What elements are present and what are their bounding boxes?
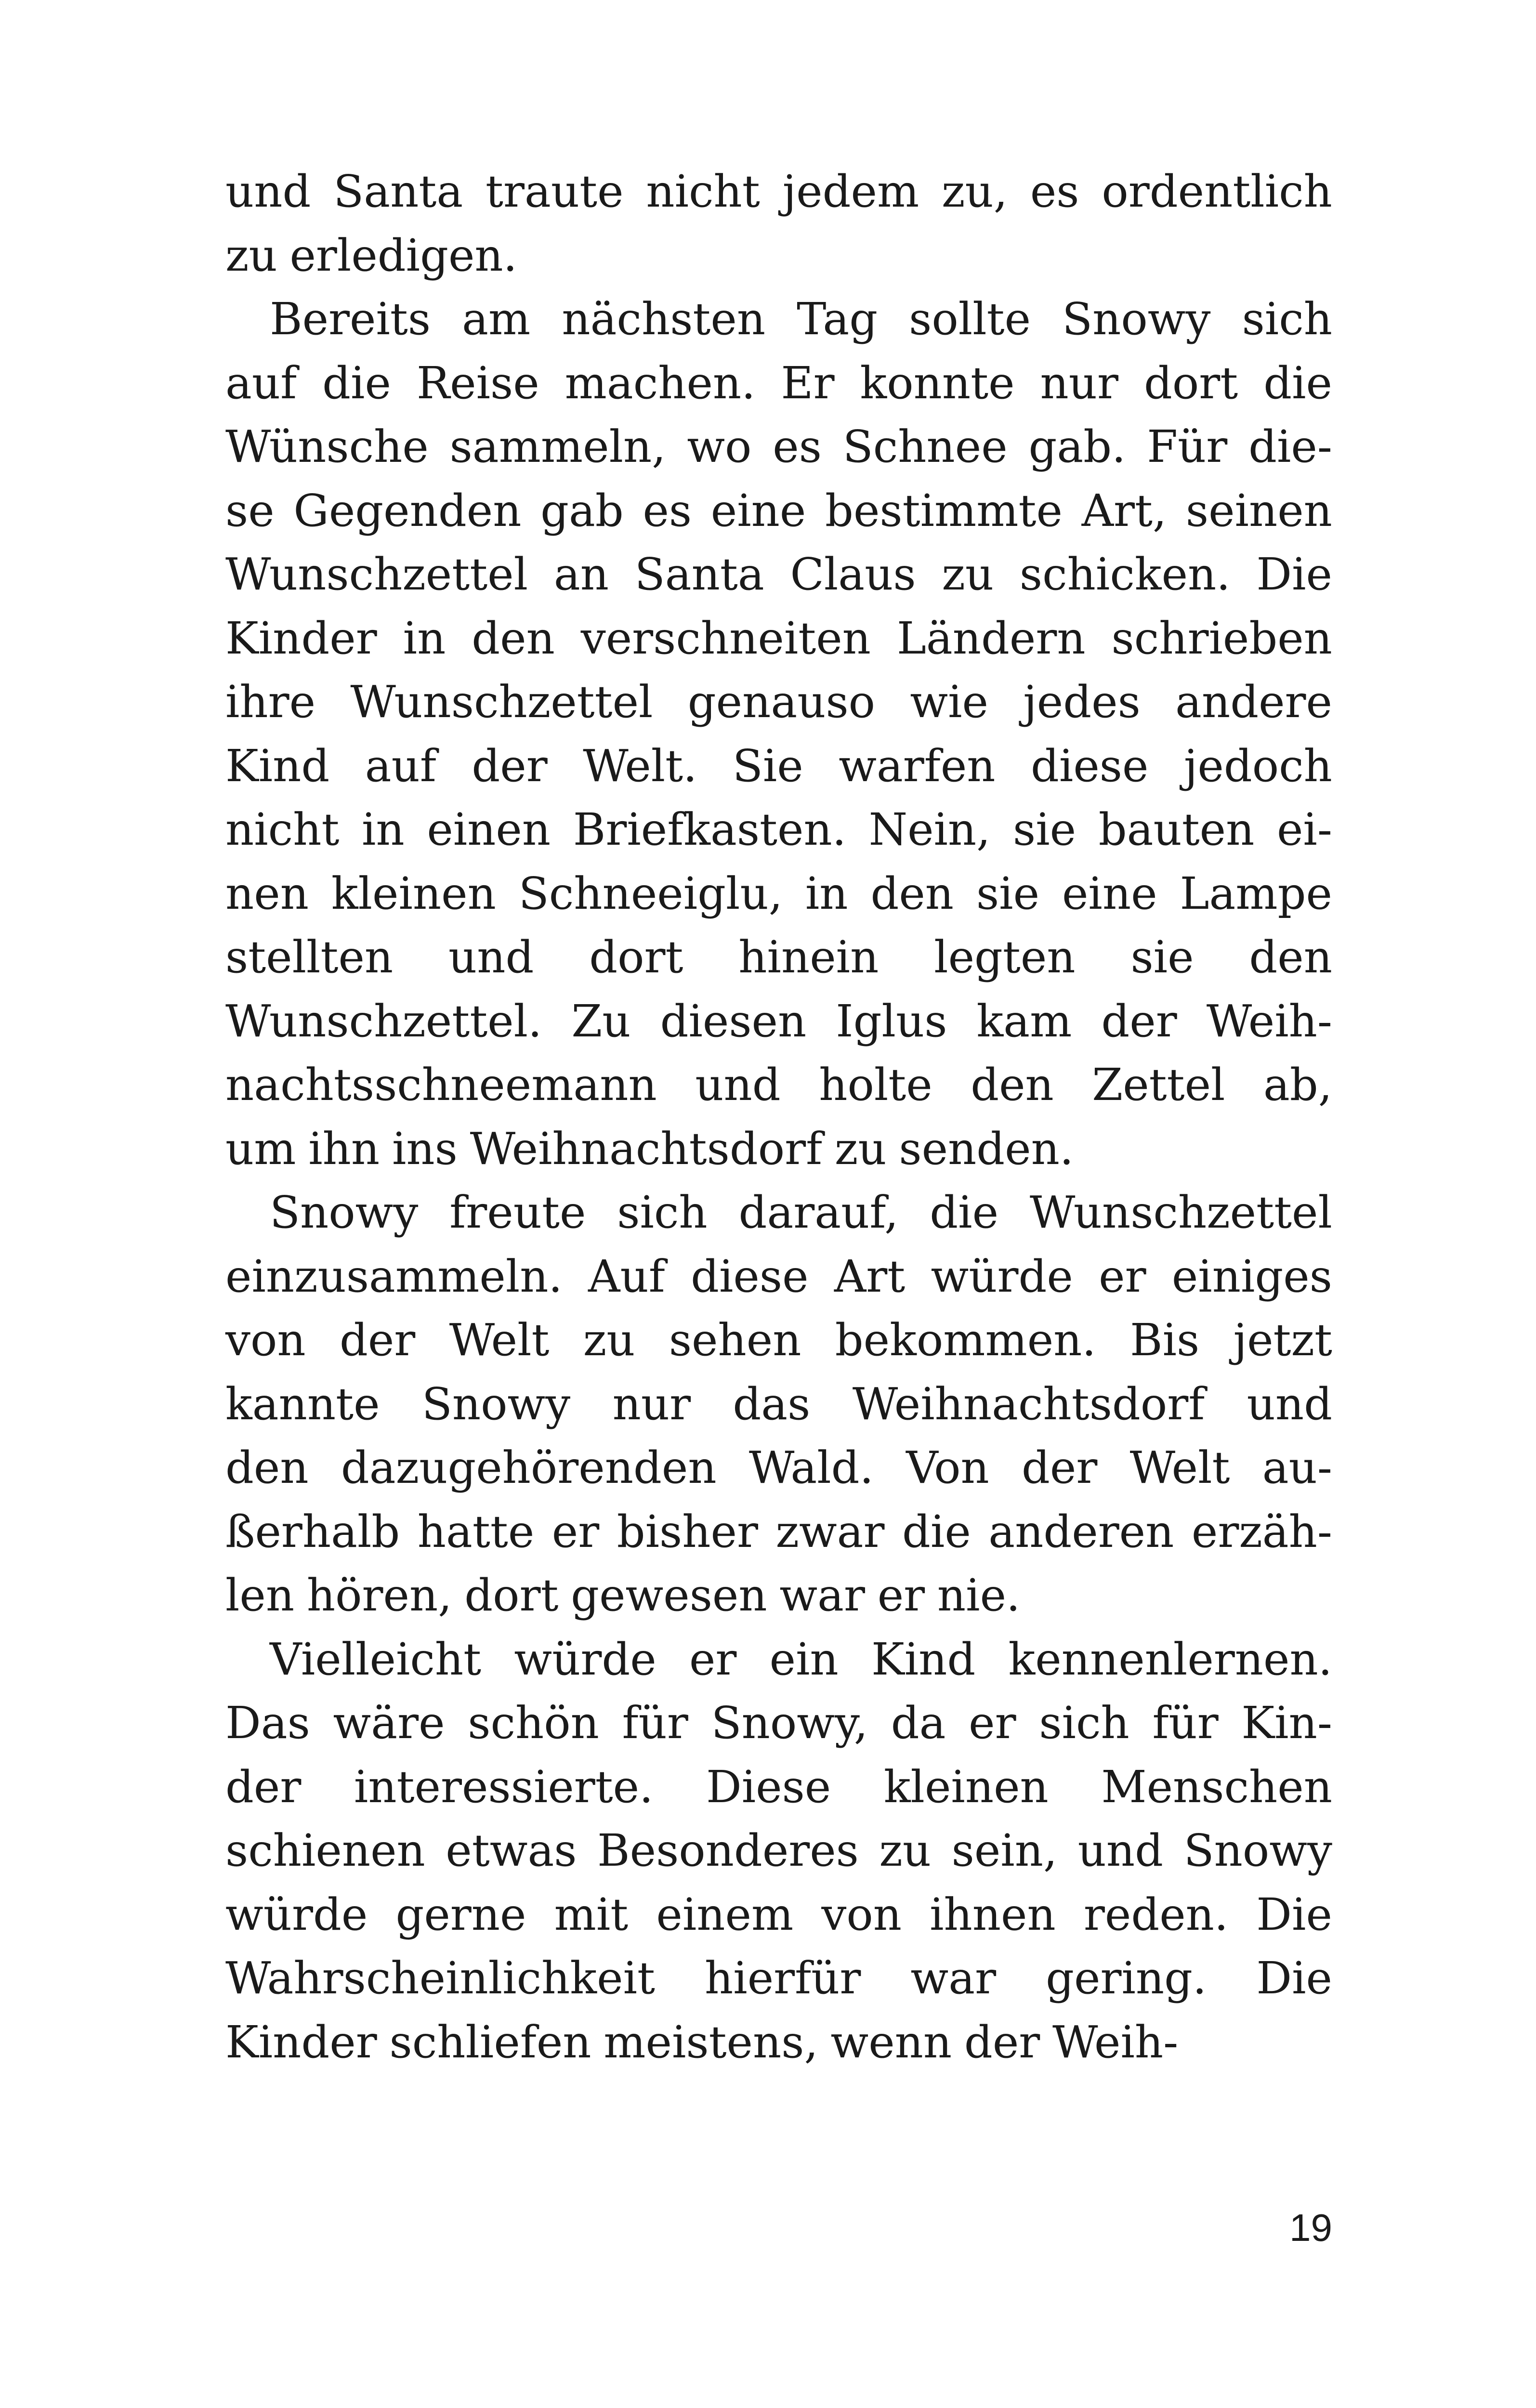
word: den <box>971 1059 1054 1111</box>
word: ihn <box>308 1123 380 1175</box>
word: Bereits <box>270 293 431 345</box>
word: ei- <box>1276 804 1332 855</box>
word: in <box>403 612 446 664</box>
word: Wahrscheinlichkeit <box>225 1952 655 2004</box>
text-line <box>225 415 1332 479</box>
word: Besonderes <box>597 1825 859 1876</box>
word: Bis <box>1129 1314 1200 1366</box>
word: erledigen. <box>289 229 517 281</box>
word: sie <box>1013 804 1077 855</box>
word: Kinder <box>225 612 377 664</box>
word: am <box>462 293 531 345</box>
page-number: 19 <box>1289 2206 1332 2249</box>
word: bekommen. <box>835 1314 1096 1366</box>
word: Claus <box>790 549 916 600</box>
word: gering. <box>1046 1952 1207 2004</box>
word: holte <box>819 1059 932 1111</box>
word: Iglus <box>836 995 947 1047</box>
word: Snowy <box>421 1378 571 1430</box>
body-text <box>225 160 1332 2074</box>
word: sammeln, <box>449 421 666 472</box>
word: hinein <box>738 931 879 983</box>
text-line <box>225 990 1332 1054</box>
word: schienen <box>225 1825 425 1876</box>
word: sie <box>976 867 1040 919</box>
word: dort <box>464 1570 559 1621</box>
text-line <box>225 1245 1332 1309</box>
word: wäre <box>333 1697 445 1749</box>
text-line <box>225 670 1332 734</box>
word: diese <box>691 1250 809 1302</box>
word: der <box>1022 1442 1098 1493</box>
word: diesen <box>660 995 807 1047</box>
word: genauso <box>687 676 876 728</box>
word: Menschen <box>1101 1761 1332 1813</box>
word: die <box>322 357 391 409</box>
word: in <box>362 804 405 855</box>
word: Nein, <box>868 804 991 855</box>
word: um <box>225 1123 296 1175</box>
word: Snowy <box>1183 1825 1332 1876</box>
word: einem <box>656 1888 794 1940</box>
word: zu, <box>942 166 1008 217</box>
word: interessierte. <box>354 1761 654 1813</box>
word: Für <box>1147 421 1228 472</box>
word: und <box>695 1059 781 1111</box>
word: darauf, <box>738 1187 899 1238</box>
word: der <box>339 1314 416 1366</box>
text-line <box>225 1500 1332 1564</box>
word: war <box>910 1952 997 2004</box>
word: jedoch <box>1183 740 1332 792</box>
text-line <box>225 1373 1332 1437</box>
word: se <box>225 484 275 537</box>
text-line <box>225 1436 1332 1500</box>
word: der <box>964 2016 1040 2068</box>
word: zwar <box>775 1505 885 1557</box>
word: gab <box>540 484 624 537</box>
word: nicht <box>646 166 760 217</box>
text-line <box>225 1181 1332 1245</box>
word: sein, <box>951 1825 1058 1876</box>
word: kennenlernen. <box>1008 1633 1332 1685</box>
text-line <box>225 479 1332 543</box>
word: Kind <box>871 1633 976 1685</box>
word: in <box>805 867 848 919</box>
text-line <box>225 1564 1332 1628</box>
word: sich <box>1039 1697 1129 1749</box>
word: an <box>553 549 609 600</box>
word: Auf <box>588 1250 665 1302</box>
word: bisher <box>617 1505 758 1557</box>
word: bestimmte <box>825 484 1063 537</box>
word: ßerhalb <box>225 1505 400 1557</box>
word: sehen <box>669 1314 801 1366</box>
word: wenn <box>830 2016 952 2068</box>
word: würde <box>931 1250 1073 1302</box>
word: jedes <box>1023 676 1141 728</box>
word: etwas <box>446 1825 577 1876</box>
word: jedem <box>782 166 919 217</box>
word: zu <box>942 549 994 600</box>
word: Gegenden <box>293 484 522 537</box>
word: Schneeiglu, <box>518 867 783 919</box>
word: bauten <box>1098 804 1255 855</box>
word: auf <box>365 740 436 792</box>
text-line <box>225 798 1332 862</box>
word: den <box>225 1442 309 1493</box>
word: er <box>969 1697 1016 1749</box>
word: Sie <box>732 740 803 792</box>
word: seinen <box>1185 484 1332 537</box>
word: Kin- <box>1241 1697 1332 1749</box>
word: ein <box>769 1633 839 1685</box>
word: eine <box>1062 867 1157 919</box>
text-line <box>225 1309 1332 1373</box>
word: den <box>472 612 555 664</box>
word: auf <box>225 357 297 409</box>
word: Kinder <box>225 2016 377 2068</box>
word: die <box>930 1187 999 1238</box>
word: es <box>643 484 692 537</box>
word: nachtsschneemann <box>225 1059 657 1111</box>
word: mit <box>554 1888 629 1940</box>
text-line <box>225 160 1332 224</box>
word: au- <box>1262 1442 1332 1493</box>
word: das <box>733 1378 811 1430</box>
word: und <box>1247 1378 1332 1430</box>
word: er <box>551 1505 600 1557</box>
word: für <box>1152 1697 1219 1749</box>
word: von <box>225 1314 306 1366</box>
word: Wunschzettel. <box>225 995 542 1047</box>
word: ordentlich <box>1102 166 1332 217</box>
word: hören, <box>306 1570 452 1621</box>
word: die <box>1263 357 1332 409</box>
word: würde <box>514 1633 656 1685</box>
word: traute <box>486 166 624 217</box>
text-line <box>225 224 1332 288</box>
word: wo <box>687 421 752 472</box>
word: es <box>1030 166 1079 217</box>
word: kannte <box>225 1378 380 1430</box>
word: machen. <box>565 357 756 409</box>
word: Snowy <box>270 1187 419 1238</box>
word: und <box>1077 1825 1164 1876</box>
word: der <box>472 740 548 792</box>
word: kleinen <box>331 867 496 919</box>
word: freute <box>449 1187 586 1238</box>
word: meistens, <box>604 2016 818 2068</box>
word: gerne <box>395 1888 526 1940</box>
text-line <box>225 352 1332 416</box>
word: Welt <box>1129 1442 1230 1493</box>
word: eine <box>710 484 806 537</box>
word: Wunschzettel <box>225 549 528 600</box>
word: die <box>902 1505 971 1557</box>
word: es <box>773 421 822 472</box>
word: Weihnachtsdorf <box>852 1378 1205 1430</box>
word: erzäh- <box>1191 1505 1332 1557</box>
word: einen <box>427 804 551 855</box>
word: dazugehörenden <box>341 1442 717 1493</box>
word: Schnee <box>842 421 1008 472</box>
word: Wunschzettel <box>350 676 653 728</box>
word: von <box>821 1888 902 1940</box>
word: diese <box>1031 740 1149 792</box>
word: dort <box>589 931 683 983</box>
word: Weihnachtsdorf <box>470 1123 823 1175</box>
word: Wunschzettel <box>1029 1187 1332 1238</box>
word: die- <box>1248 421 1332 472</box>
word: nächsten <box>562 293 766 345</box>
word: Diese <box>706 1761 831 1813</box>
word: Kind <box>225 740 330 792</box>
text-line <box>225 1947 1332 2011</box>
word: Er <box>781 357 835 409</box>
word: einzusammeln. <box>225 1250 563 1302</box>
word: sollte <box>909 293 1031 345</box>
word: den <box>870 867 954 919</box>
word: Wald. <box>748 1442 874 1493</box>
word: Welt. <box>583 740 697 792</box>
word: Das <box>225 1697 310 1749</box>
word: Die <box>1256 549 1332 600</box>
word: schliefen <box>389 2016 591 2068</box>
text-line <box>225 1819 1332 1883</box>
word: nur <box>1040 357 1119 409</box>
word: gewesen <box>571 1570 767 1621</box>
text-line <box>225 1053 1332 1117</box>
word: er <box>1099 1250 1146 1302</box>
text-line <box>225 862 1332 926</box>
word: hatte <box>417 1505 535 1557</box>
word: Ländern <box>896 612 1086 664</box>
word: Weih- <box>1052 2016 1179 2068</box>
text-line <box>225 1628 1332 1692</box>
word: und <box>448 931 534 983</box>
word: verschneiten <box>580 612 871 664</box>
word: Santa <box>333 166 463 217</box>
text-line <box>225 2011 1332 2075</box>
word: zu <box>834 1123 887 1175</box>
word: sich <box>1242 293 1332 345</box>
word: Art, <box>1081 484 1167 537</box>
word: andere <box>1175 676 1332 728</box>
word: den <box>1249 931 1332 983</box>
word: Briefkasten. <box>573 804 846 855</box>
word: ihre <box>225 676 316 728</box>
word: Santa <box>634 549 764 600</box>
word: ab, <box>1263 1059 1332 1111</box>
word: schrieben <box>1111 612 1332 664</box>
word: ins <box>392 1123 458 1175</box>
word: für <box>622 1697 688 1749</box>
word: zu <box>879 1825 932 1876</box>
word: wie <box>910 676 988 728</box>
text-line <box>225 1117 1332 1181</box>
word: Die <box>1256 1888 1332 1940</box>
word: ihnen <box>930 1888 1056 1940</box>
word: len <box>225 1570 295 1621</box>
word: warfen <box>839 740 996 792</box>
word: hierfür <box>705 1952 861 2004</box>
word: Welt <box>449 1314 550 1366</box>
word: Wünsche <box>225 421 429 472</box>
word: Art <box>834 1250 906 1302</box>
word: sie <box>1130 931 1194 983</box>
word: Die <box>1256 1952 1332 2004</box>
word: Weih- <box>1206 995 1332 1047</box>
word: anderen <box>988 1505 1174 1557</box>
word: Snowy, <box>711 1697 868 1749</box>
word: würde <box>225 1888 368 1940</box>
word: er <box>877 1570 925 1621</box>
word: war <box>779 1570 865 1621</box>
word: er <box>689 1633 737 1685</box>
word: dort <box>1144 357 1238 409</box>
word: schön <box>468 1697 599 1749</box>
text-line <box>225 1755 1332 1819</box>
word: jetzt <box>1233 1314 1332 1366</box>
text-line <box>225 288 1332 352</box>
word: der <box>225 1761 302 1813</box>
word: Snowy <box>1062 293 1211 345</box>
word: Zettel <box>1092 1059 1225 1111</box>
word: Vielleicht <box>270 1633 482 1685</box>
text-line <box>225 543 1332 607</box>
word: nicht <box>225 804 340 855</box>
word: schicken. <box>1019 549 1231 600</box>
word: nen <box>225 867 309 919</box>
word: nie. <box>937 1570 1021 1621</box>
word: Von <box>906 1442 989 1493</box>
word: da <box>891 1697 946 1749</box>
word: der <box>1101 995 1177 1047</box>
word: zu <box>583 1314 635 1366</box>
word: sich <box>617 1187 708 1238</box>
word: kleinen <box>883 1761 1049 1813</box>
word: Lampe <box>1180 867 1332 919</box>
word: senden. <box>899 1123 1074 1175</box>
word: reden. <box>1083 1888 1229 1940</box>
word: konnte <box>860 357 1015 409</box>
word: Zu <box>571 995 631 1047</box>
word: kam <box>976 995 1072 1047</box>
text-line <box>225 926 1332 990</box>
word: nur <box>612 1378 691 1430</box>
word: Reise <box>416 357 539 409</box>
text-line <box>225 1691 1332 1755</box>
word: stellten <box>225 931 394 983</box>
word: gab. <box>1028 421 1126 472</box>
word: und <box>225 166 311 217</box>
word: einiges <box>1171 1250 1332 1302</box>
word: Tag <box>797 293 878 345</box>
word: zu <box>225 229 277 281</box>
word: legten <box>934 931 1076 983</box>
text-line <box>225 607 1332 671</box>
text-line <box>225 734 1332 798</box>
text-line <box>225 1883 1332 1947</box>
